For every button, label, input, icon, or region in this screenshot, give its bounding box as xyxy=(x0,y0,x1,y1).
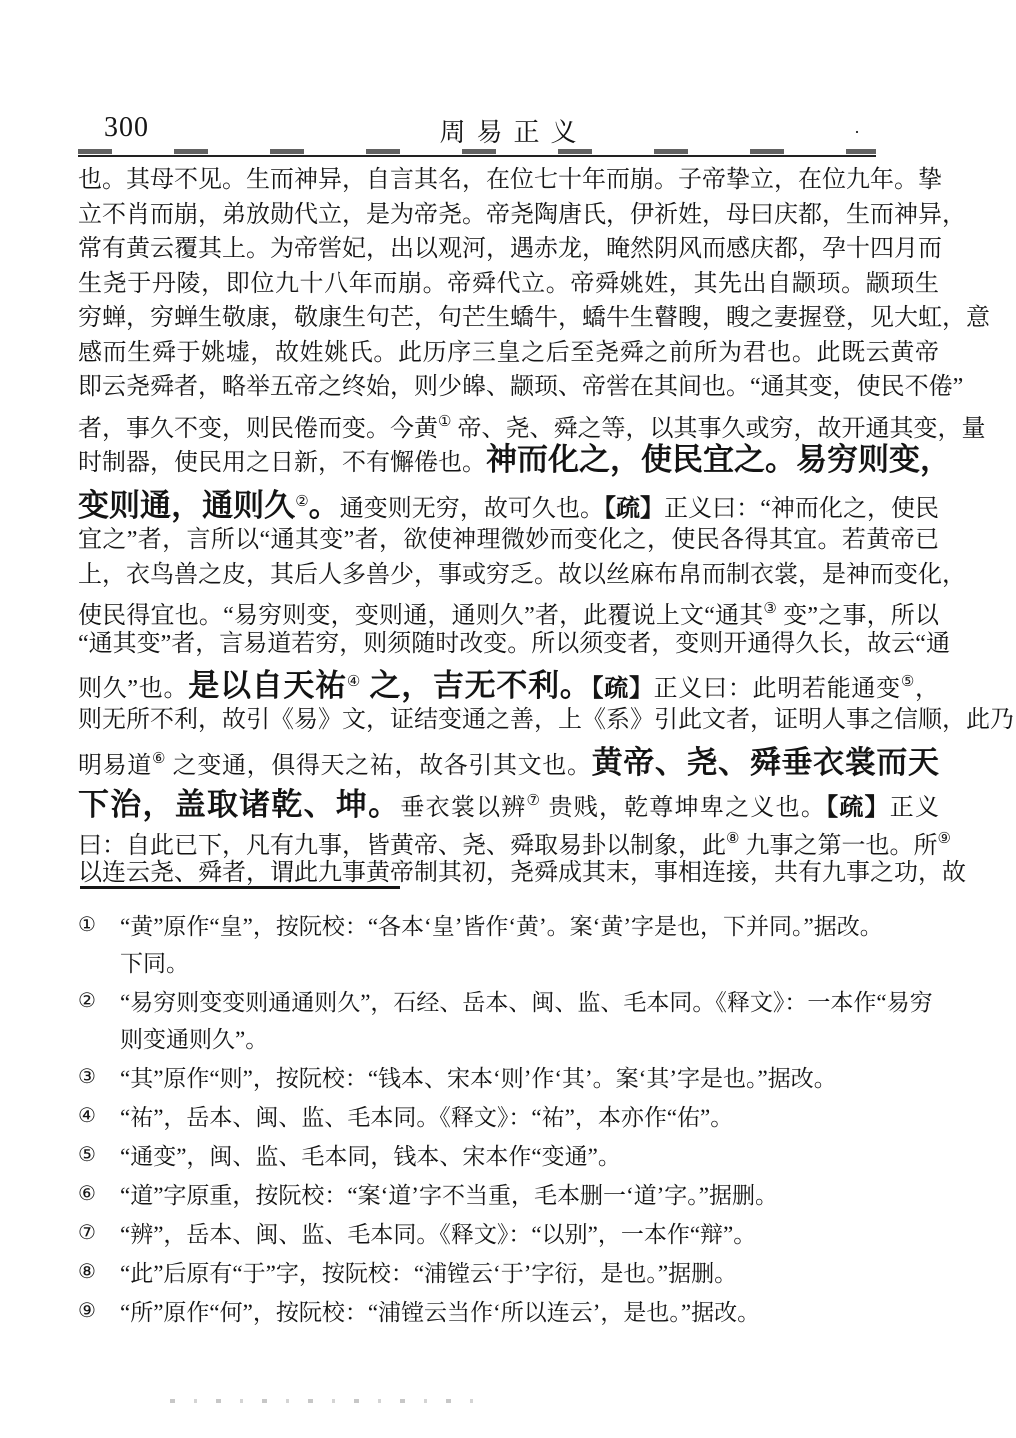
text-segment: 变则通，通则久 xyxy=(78,488,296,523)
main-text-line xyxy=(78,822,951,859)
footnote-marker: ① xyxy=(78,914,96,936)
footnote-line: “所”原作“何”，按阮校：“浦镗云当作‘所以连云’，是也。”据改。 xyxy=(120,1300,761,1325)
footnote-text xyxy=(120,1060,950,1097)
footnote-reference-superscript: ⑤ xyxy=(900,674,916,690)
footnote-text xyxy=(120,1099,950,1136)
text-segment: 上，衣鸟兽之皮，其后人多兽少，事或穷乏。故以丝麻布帛而制衣裳，是神而变化， xyxy=(78,561,966,588)
main-text-line xyxy=(78,703,1014,738)
footnote-divider xyxy=(80,886,400,889)
text-segment: 【疏】 xyxy=(604,496,665,522)
footnote-item xyxy=(78,1255,950,1292)
footnote-text xyxy=(120,1216,950,1253)
footnote-line: 则变通则久”。 xyxy=(120,1027,269,1052)
footnote-item xyxy=(78,1177,950,1214)
footnote-marker: ⑤ xyxy=(78,1144,96,1166)
footnote-reference-superscript: ⑥ xyxy=(151,750,167,767)
text-segment: 通变则无穷，故可久也。 xyxy=(339,496,604,522)
footnote-item xyxy=(78,984,950,1058)
footnote-text xyxy=(120,1294,950,1331)
main-text-line xyxy=(78,301,990,336)
text-segment: 也。其母不见。生而神异，自言其名，在位七十年而崩。子帝挚立，在位九年。挚 xyxy=(78,167,942,193)
text-segment: 感而生舜于姚墟，故姓姚氏。此历序三皇之后至尧舜之前所为君也。此既云黄帝 xyxy=(78,339,939,366)
footnote-marker: ② xyxy=(78,990,96,1012)
footnote-item xyxy=(78,908,950,982)
text-segment: 则久”也。 xyxy=(78,676,189,702)
footnote-text xyxy=(120,1255,950,1292)
footnote-line: 下同。 xyxy=(120,951,189,976)
footnote-line: “其”原作“则”，按阮校：“钱本、宋本‘则’作‘其’。案‘其’字是也。”据改。 xyxy=(120,1066,837,1091)
text-segment: 穷蝉，穷蝉生敬康，敬康生句芒，句芒生蟜牛，蟜牛生瞽瞍，瞍之妻握登，见大虹，意 xyxy=(78,305,990,331)
footnote-marker: ⑥ xyxy=(78,1183,96,1205)
footnote-reference-superscript: ② xyxy=(295,494,309,510)
footnote-marker: ⑦ xyxy=(78,1222,96,1244)
footnote-line: “通变”，闽、监、毛本同，钱本、宋本作“变通”。 xyxy=(120,1144,621,1169)
footnote-item xyxy=(78,1294,950,1331)
text-segment: 【疏】 xyxy=(591,676,654,702)
text-segment: 之，吉无不利。 xyxy=(361,668,592,703)
text-segment: “通其变”者，言易道若穷，则须随时改变。所以须变者，变则开通得久长，故云“通 xyxy=(78,630,950,657)
footnote-reference-superscript: ⑧ xyxy=(726,830,740,847)
text-segment: 之变通，俱得天之祐，故各引其文也。 xyxy=(166,752,592,779)
text-segment: 正义曰：此明若能通变 xyxy=(653,676,901,702)
scan-dot-artifact: · xyxy=(854,122,860,142)
main-text-line xyxy=(78,558,966,593)
text-segment: 明易道 xyxy=(78,752,152,779)
footnote-marker: ④ xyxy=(78,1105,96,1127)
text-segment: 曰：自此已下，凡有九事，皆黄帝、尧、舜取易卦以制象，此 xyxy=(78,832,726,859)
footnote-marker: ③ xyxy=(78,1066,96,1088)
text-segment: 立不肖而崩，弟放勋代立，是为帝尧。帝尧陶唐氏，伊祈姓，母曰庆都，生而神异， xyxy=(78,201,966,228)
text-segment: 变”之事，所以 xyxy=(777,603,939,629)
main-text-line xyxy=(78,661,939,703)
main-text-line xyxy=(78,439,951,481)
main-text-line xyxy=(78,592,939,627)
main-text-line xyxy=(78,627,950,662)
footnote-line: “祐”，岳本、闽、监、毛本同。《释文》：“祐”，本亦作“佑”。 xyxy=(120,1105,734,1130)
text-segment: 者，事久不变，则民倦而变。今黄 xyxy=(78,415,438,442)
footnote-line: “此”后原有“于”字，按阮校：“浦镗云‘于’字衍，是也。”据删。 xyxy=(120,1261,738,1286)
footnote-item xyxy=(78,1099,950,1136)
main-text-line xyxy=(78,370,964,405)
text-segment: 即云尧舜者，略举五帝之终始，则少皞、颛顼、帝喾在其间也。“通其变，使民不倦” xyxy=(78,374,964,400)
page-header xyxy=(78,108,938,148)
footnote-line: “道”字原重，按阮校：“案‘道’字不当重，毛本删一‘道’字。”据删。 xyxy=(120,1183,778,1208)
page-number: 300 xyxy=(104,112,149,143)
text-segment: 以连云尧、舜者，谓此九事黄帝制其初，尧舜成其末，事相连接，共有九事之功，故 xyxy=(78,860,966,886)
text-segment: 使民得宜也。“易穷则变，变则通，通则久”者，此覆说上文“通其 xyxy=(78,603,764,629)
scan-bleed-speckles xyxy=(170,1399,475,1403)
footnote-line: “黄”原作“皇”，按阮校：“各本‘皇’皆作‘黄’。案‘黄’字是也，下并同。”据改。 xyxy=(120,914,883,939)
footnote-marker: ⑨ xyxy=(78,1300,96,1322)
footnote-item xyxy=(78,1216,950,1253)
text-segment: 帝、尧、舜之等，以其事久或穷，故开通其变，量 xyxy=(451,415,986,442)
footnote-reference-superscript: ⑦ xyxy=(526,792,542,809)
footnote-marker: ⑧ xyxy=(78,1261,96,1283)
main-text-line xyxy=(78,163,942,198)
footnote-text xyxy=(120,984,950,1058)
text-segment: 【疏】 xyxy=(826,794,890,821)
footnote-text xyxy=(120,1138,950,1175)
main-text-line xyxy=(78,523,939,558)
scan-bleed-dashes xyxy=(78,149,876,154)
footnote-line: “辨”，岳本、闽、监、毛本同。《释文》：“以别”，一本作“辩”。 xyxy=(120,1222,757,1247)
main-text-line xyxy=(78,198,966,233)
text-segment: 黄帝、尧、舜垂衣裳而天 xyxy=(591,744,940,780)
main-text-line xyxy=(78,481,939,523)
footnote-reference-superscript: ④ xyxy=(346,674,362,690)
text-segment: 下治，盖取诸乾、坤。 xyxy=(78,786,401,822)
footnote-reference-superscript: ③ xyxy=(763,601,778,617)
text-segment: 是以自天祐 xyxy=(188,668,347,703)
main-text-line xyxy=(78,336,939,371)
text-segment: 正义 xyxy=(889,794,940,821)
main-text-line xyxy=(78,267,939,302)
text-segment: 宜之”者，言所以“通其变”者，欲使神理微妙而变化之，使民各得其宜。若黄帝已 xyxy=(78,527,939,553)
header-rule xyxy=(78,155,876,157)
main-text-line xyxy=(78,780,939,822)
footnote-text xyxy=(120,908,950,982)
footnote-item xyxy=(78,1138,950,1175)
footnote-reference-superscript: ⑨ xyxy=(937,830,951,847)
text-segment: 九事之第一也。所 xyxy=(739,832,938,859)
main-text-block xyxy=(78,163,1014,891)
text-segment: 时制器，使民用之日新，不有懈倦也。 xyxy=(78,450,486,476)
text-segment: 。 xyxy=(308,488,340,523)
text-segment: 垂衣裳以辨 xyxy=(400,794,527,821)
text-segment: 则无所不利，故引《易》文，证结变通之善，上《系》引此文者，证明人事之信顺，此乃 xyxy=(78,707,1014,733)
text-segment: 贵贱，乾尊坤卑之义也。 xyxy=(541,794,827,821)
main-text-line xyxy=(78,232,942,267)
main-text-line xyxy=(78,405,986,442)
main-text-line xyxy=(78,738,939,780)
text-segment: 常有黄云覆其上。为帝喾妃，出以观河，遇赤龙，晻然阴风而感庆都，孕十四月而 xyxy=(78,236,942,262)
footnotes-block xyxy=(78,908,950,1333)
footnote-text xyxy=(120,1177,950,1214)
text-segment: 神而化之，使民宜之。易穷则变， xyxy=(486,442,951,477)
footnote-item xyxy=(78,1060,950,1097)
text-segment: ， xyxy=(915,676,940,702)
text-segment: 正义曰：“神而化之，使民 xyxy=(664,496,940,522)
footnote-line: “易穷则变变则通通则久”，石经、岳本、闽、监、毛本同。《释文》：一本作“易穷 xyxy=(120,990,933,1015)
text-segment: 生尧于丹陵，即位九十八年而崩。帝舜代立。帝舜姚姓，其先出自颛顼。颛顼生 xyxy=(78,270,939,297)
footnote-reference-superscript: ① xyxy=(438,413,452,430)
page-title: 周易正义 xyxy=(439,118,588,147)
